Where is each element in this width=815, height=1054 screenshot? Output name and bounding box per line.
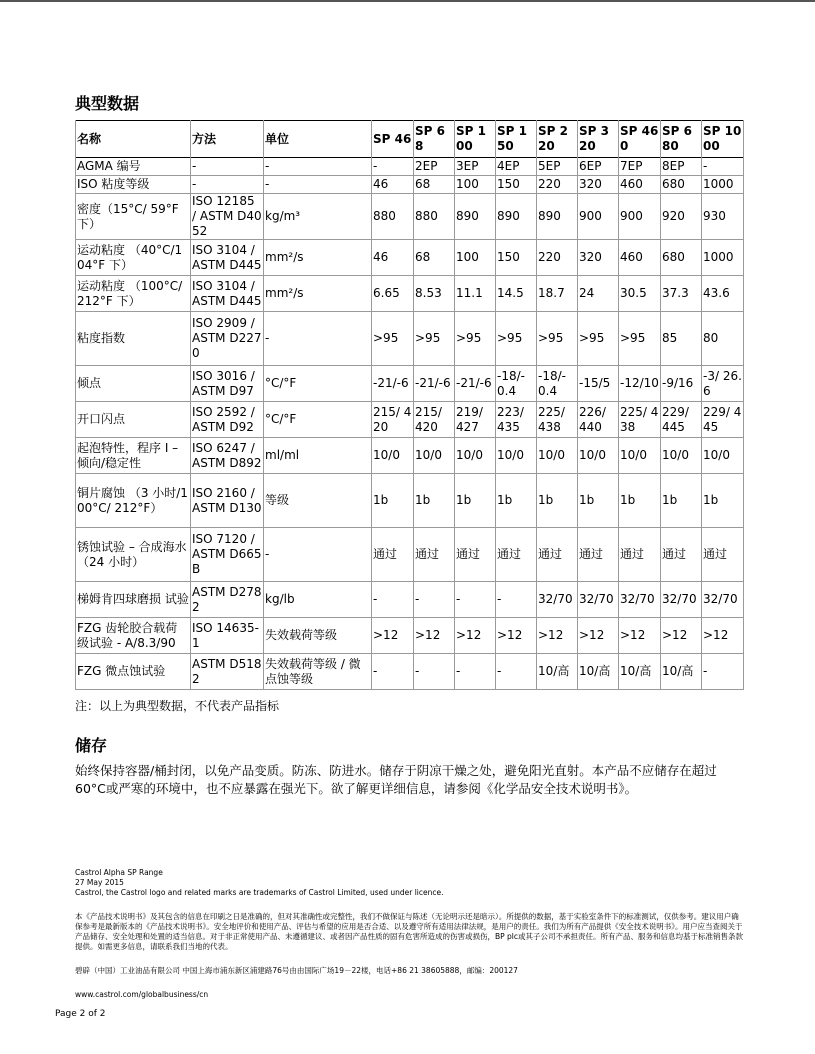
property-name-cell: ISO 粘度等级: [76, 176, 191, 194]
value-cell: 通过: [578, 528, 619, 582]
value-cell: >12: [661, 618, 702, 654]
value-cell: 通过: [702, 528, 744, 582]
value-cell: 32/70: [619, 582, 661, 618]
value-cell: 1000: [702, 240, 744, 276]
unit-cell: -: [264, 176, 372, 194]
value-cell: 1b: [578, 474, 619, 528]
value-cell: 10/高: [661, 654, 702, 690]
value-cell: 10/高: [619, 654, 661, 690]
value-cell: >12: [372, 618, 414, 654]
value-cell: 10/0: [455, 438, 496, 474]
value-cell: -: [414, 582, 455, 618]
value-cell: 1b: [619, 474, 661, 528]
property-name-cell: 梯姆肯四球磨损 试验: [76, 582, 191, 618]
table-header-cell: SP 150: [496, 121, 537, 158]
table-row: [76, 402, 744, 438]
value-cell: 10/0: [578, 438, 619, 474]
value-cell: 150: [496, 176, 537, 194]
value-cell: 223/ 435: [496, 402, 537, 438]
method-cell: ISO 2592 / ASTM D92: [191, 402, 264, 438]
footer-company-address: 碧辟（中国）工业油品有限公司 中国上海市浦东新区浦建路76号由由国际广场19－22楼，电话+86 21 38605888，邮编：200127: [75, 966, 518, 975]
value-cell: 10/0: [702, 438, 744, 474]
value-cell: 10/0: [496, 438, 537, 474]
unit-cell: 失效载荷等级 / 微点蚀等级: [264, 654, 372, 690]
value-cell: -: [496, 654, 537, 690]
value-cell: 320: [578, 176, 619, 194]
method-cell: ISO 3016 / ASTM D97: [191, 366, 264, 402]
table-header-cell: SP 1000: [702, 121, 744, 158]
value-cell: 1b: [455, 474, 496, 528]
value-cell: 68: [414, 176, 455, 194]
unit-cell: °C/°F: [264, 366, 372, 402]
value-cell: -21/-6: [455, 366, 496, 402]
value-cell: >12: [414, 618, 455, 654]
value-cell: -18/-0.4: [537, 366, 578, 402]
method-cell: ISO 7120 / ASTM D665B: [191, 528, 264, 582]
value-cell: 68: [414, 240, 455, 276]
value-cell: 460: [619, 240, 661, 276]
property-name-cell: 密度（15°C/ 59°F 下）: [76, 194, 191, 240]
top-border-line: [0, 0, 815, 2]
method-cell: ASTM D5182: [191, 654, 264, 690]
table-row: [76, 176, 744, 194]
value-cell: 10/0: [661, 438, 702, 474]
value-cell: 通过: [537, 528, 578, 582]
method-cell: ISO 14635-1: [191, 618, 264, 654]
unit-cell: -: [264, 158, 372, 176]
value-cell: -: [372, 582, 414, 618]
value-cell: -9/16: [661, 366, 702, 402]
footer-trademark: Castrol, the Castrol logo and related marks are trademarks of Castrol Limited, used under licence.: [75, 888, 444, 897]
value-cell: 215/ 420: [414, 402, 455, 438]
table-row: [76, 582, 744, 618]
value-cell: 460: [619, 176, 661, 194]
table-row: [76, 528, 744, 582]
value-cell: 43.6: [702, 276, 744, 312]
value-cell: -: [496, 582, 537, 618]
value-cell: 32/70: [578, 582, 619, 618]
unit-cell: -: [264, 528, 372, 582]
value-cell: 220: [537, 240, 578, 276]
value-cell: 680: [661, 176, 702, 194]
value-cell: 1b: [537, 474, 578, 528]
table-row: [76, 240, 744, 276]
value-cell: -12/10: [619, 366, 661, 402]
value-cell: 4EP: [496, 158, 537, 176]
value-cell: 226/ 440: [578, 402, 619, 438]
value-cell: 37.3: [661, 276, 702, 312]
unit-cell: ml/ml: [264, 438, 372, 474]
value-cell: -3/ 26.6: [702, 366, 744, 402]
value-cell: 219/ 427: [455, 402, 496, 438]
value-cell: 229/ 445: [661, 402, 702, 438]
value-cell: 1b: [414, 474, 455, 528]
unit-cell: kg/lb: [264, 582, 372, 618]
value-cell: 46: [372, 240, 414, 276]
value-cell: 8EP: [661, 158, 702, 176]
value-cell: >95: [537, 312, 578, 366]
value-cell: 46: [372, 176, 414, 194]
value-cell: 7EP: [619, 158, 661, 176]
value-cell: 890: [496, 194, 537, 240]
value-cell: >12: [578, 618, 619, 654]
value-cell: 150: [496, 240, 537, 276]
value-cell: 通过: [414, 528, 455, 582]
property-name-cell: 倾点: [76, 366, 191, 402]
value-cell: -15/5: [578, 366, 619, 402]
table-note: 注：以上为典型数据，不代表产品指标: [75, 699, 280, 713]
value-cell: 通过: [496, 528, 537, 582]
value-cell: 1b: [496, 474, 537, 528]
value-cell: 1b: [372, 474, 414, 528]
method-cell: ISO 3104 / ASTM D445: [191, 276, 264, 312]
value-cell: 18.7: [537, 276, 578, 312]
method-cell: ISO 12185 / ASTM D4052: [192, 194, 262, 238]
value-cell: 1b: [702, 474, 744, 528]
property-name-cell: FZG 齿轮胶合载荷 级试验 - A/8.3/90: [76, 618, 191, 654]
unit-cell: mm²/s: [264, 276, 372, 312]
table-header-cell: SP 460: [619, 121, 661, 158]
table-header-cell: 方法: [191, 121, 264, 158]
footer-disclaimer: 本《产品技术说明书》及其包含的信息在印刷之日是准确的，但对其准确性或完整性，我们不做保证与陈述（无论明示还是暗示）。所提供的数据，基于实验室条件下的标准测试，仅供参考。建议用户确保参考是最新版本的《产品技术说明书》。安全地评价和使用产品、评估与希望的应用是否合适、以及遵守所有适用法律法规，是用户的责任。我们为所有产品提供《安全技术说明书》。用户应当查阅关于产品储存、安全处理和处置的适当信息。对于非正常使用产品、未遵循建议、或者因产品性质的固有危害所造成的伤害或损伤，BP plc或其子公司不承担责任。所有产品、服务和信息均基于标准销售条款提供。如需更多信息，请联系我们当地的代表。: [75, 912, 744, 951]
value-cell: >12: [537, 618, 578, 654]
table-row: [76, 312, 744, 366]
value-cell: >95: [619, 312, 661, 366]
footer-product-range: Castrol Alpha SP Range: [75, 868, 163, 877]
method-cell: ISO 2160 / ASTM D130: [191, 474, 264, 528]
value-cell: 24: [578, 276, 619, 312]
property-name-cell: 起泡特性，程序 I – 倾向/稳定性: [76, 438, 191, 474]
table-row: [76, 474, 744, 528]
value-cell: 320: [578, 240, 619, 276]
value-cell: 100: [455, 176, 496, 194]
property-name-cell: 运动粘度 （100°C/212°F 下）: [76, 276, 191, 312]
value-cell: 通过: [455, 528, 496, 582]
value-cell: 30.5: [619, 276, 661, 312]
value-cell: -21/-6: [372, 366, 414, 402]
value-cell: 10/0: [372, 438, 414, 474]
value-cell: 890: [537, 194, 578, 240]
method-cell: -: [191, 176, 264, 194]
unit-cell: mm²/s: [264, 240, 372, 276]
value-cell: 1b: [661, 474, 702, 528]
unit-cell: -: [264, 312, 372, 366]
method-cell: ISO 3104 / ASTM D445: [191, 240, 264, 276]
value-cell: 10/0: [537, 438, 578, 474]
method-cell: -: [191, 158, 264, 176]
value-cell: >95: [455, 312, 496, 366]
value-cell: 100: [455, 240, 496, 276]
property-name-cell: 开口闪点: [76, 402, 191, 438]
value-cell: -: [372, 654, 414, 690]
typical-data-table: [75, 120, 744, 690]
method-cell: ASTM D2782: [191, 582, 264, 618]
value-cell: >95: [372, 312, 414, 366]
value-cell: >12: [496, 618, 537, 654]
value-cell: 225/ 438: [619, 402, 661, 438]
value-cell: 1000: [702, 176, 744, 194]
value-cell: -21/-6: [414, 366, 455, 402]
value-cell: -: [702, 654, 744, 690]
value-cell: >95: [496, 312, 537, 366]
value-cell: 229/ 445: [702, 402, 744, 438]
table-row: [76, 366, 744, 402]
value-cell: -: [414, 654, 455, 690]
unit-cell: 失效载荷等级: [264, 618, 372, 654]
table-header-cell: SP 46: [372, 121, 414, 158]
value-cell: 880: [414, 194, 455, 240]
value-cell: 900: [578, 194, 619, 240]
property-name-cell: 铜片腐蚀 （3 小时/100°C/ 212°F）: [76, 474, 191, 528]
table-header-cell: SP 68: [414, 121, 455, 158]
footer-website[interactable]: www.castrol.com/globalbusiness/cn: [75, 990, 209, 999]
value-cell: 900: [619, 194, 661, 240]
value-cell: 225/ 438: [537, 402, 578, 438]
property-name-cell: 粘度指数: [76, 312, 191, 366]
method-cell: ISO 2909 / ASTM D2270: [191, 312, 264, 366]
value-cell: 32/70: [702, 582, 744, 618]
page-number: Page 2 of 2: [55, 1009, 106, 1019]
value-cell: 220: [537, 176, 578, 194]
value-cell: 880: [372, 194, 414, 240]
value-cell: 85: [661, 312, 702, 366]
value-cell: -: [455, 582, 496, 618]
storage-paragraph: 始终保持容器/桶封闭，以免产品变质。防冻、防进水。储存于阴凉干燥之处，避免阳光直射。本产品不应储存在超过60°C或严寒的环境中，也不应暴露在强光下。欲了解更详细信息，请参阅《化学品安全技术说明书》。: [75, 763, 717, 796]
value-cell: 6EP: [578, 158, 619, 176]
unit-cell: °C/°F: [264, 402, 372, 438]
value-cell: 11.1: [455, 276, 496, 312]
table-header-cell: SP 100: [455, 121, 496, 158]
footer-date: 27 May 2015: [75, 878, 124, 887]
value-cell: 通过: [661, 528, 702, 582]
table-row: [76, 194, 744, 240]
table-row: [76, 618, 744, 654]
value-cell: 3EP: [455, 158, 496, 176]
value-cell: 930: [702, 194, 744, 240]
value-cell: 14.5: [496, 276, 537, 312]
table-header-row: [76, 121, 744, 158]
value-cell: 8.53: [414, 276, 455, 312]
table-header-cell: 单位: [264, 121, 372, 158]
value-cell: >95: [414, 312, 455, 366]
value-cell: 215/ 420: [372, 402, 414, 438]
value-cell: 80: [702, 312, 744, 366]
table-header-cell: SP 220: [537, 121, 578, 158]
value-cell: 2EP: [414, 158, 455, 176]
table-header-cell: 名称: [76, 121, 191, 158]
value-cell: 10/0: [414, 438, 455, 474]
value-cell: 680: [661, 240, 702, 276]
property-name-cell: AGMA 编号: [76, 158, 191, 176]
value-cell: 920: [661, 194, 702, 240]
value-cell: 32/70: [661, 582, 702, 618]
value-cell: -18/-0.4: [496, 366, 537, 402]
value-cell: >95: [578, 312, 619, 366]
value-cell: -: [455, 654, 496, 690]
value-cell: -: [702, 158, 744, 176]
table-row: [76, 276, 744, 312]
table-row: [76, 438, 744, 474]
table-header-cell: SP 680: [661, 121, 702, 158]
value-cell: 10/0: [619, 438, 661, 474]
value-cell: >12: [455, 618, 496, 654]
value-cell: >12: [702, 618, 744, 654]
value-cell: 10/高: [578, 654, 619, 690]
typical-data-heading: 典型数据: [75, 94, 140, 113]
table-row: [76, 158, 744, 176]
value-cell: 6.65: [372, 276, 414, 312]
value-cell: >12: [619, 618, 661, 654]
value-cell: 890: [455, 194, 496, 240]
storage-heading: 储存: [75, 736, 108, 755]
value-cell: -: [372, 158, 414, 176]
unit-cell: 等级: [264, 474, 372, 528]
property-name-cell: FZG 微点蚀试验: [76, 654, 191, 690]
value-cell: 32/70: [537, 582, 578, 618]
property-name-cell: 运动粘度 （40°C/104°F 下）: [76, 240, 191, 276]
property-name-cell: 锈蚀试验 – 合成海水 （24 小时）: [76, 528, 191, 582]
value-cell: 10/高: [537, 654, 578, 690]
table-header-cell: SP 320: [578, 121, 619, 158]
value-cell: 5EP: [537, 158, 578, 176]
unit-cell: kg/m³: [264, 194, 372, 240]
table-row: [76, 654, 744, 690]
method-cell: ISO 6247 / ASTM D892: [191, 438, 264, 474]
value-cell: 通过: [619, 528, 661, 582]
value-cell: 通过: [372, 528, 414, 582]
